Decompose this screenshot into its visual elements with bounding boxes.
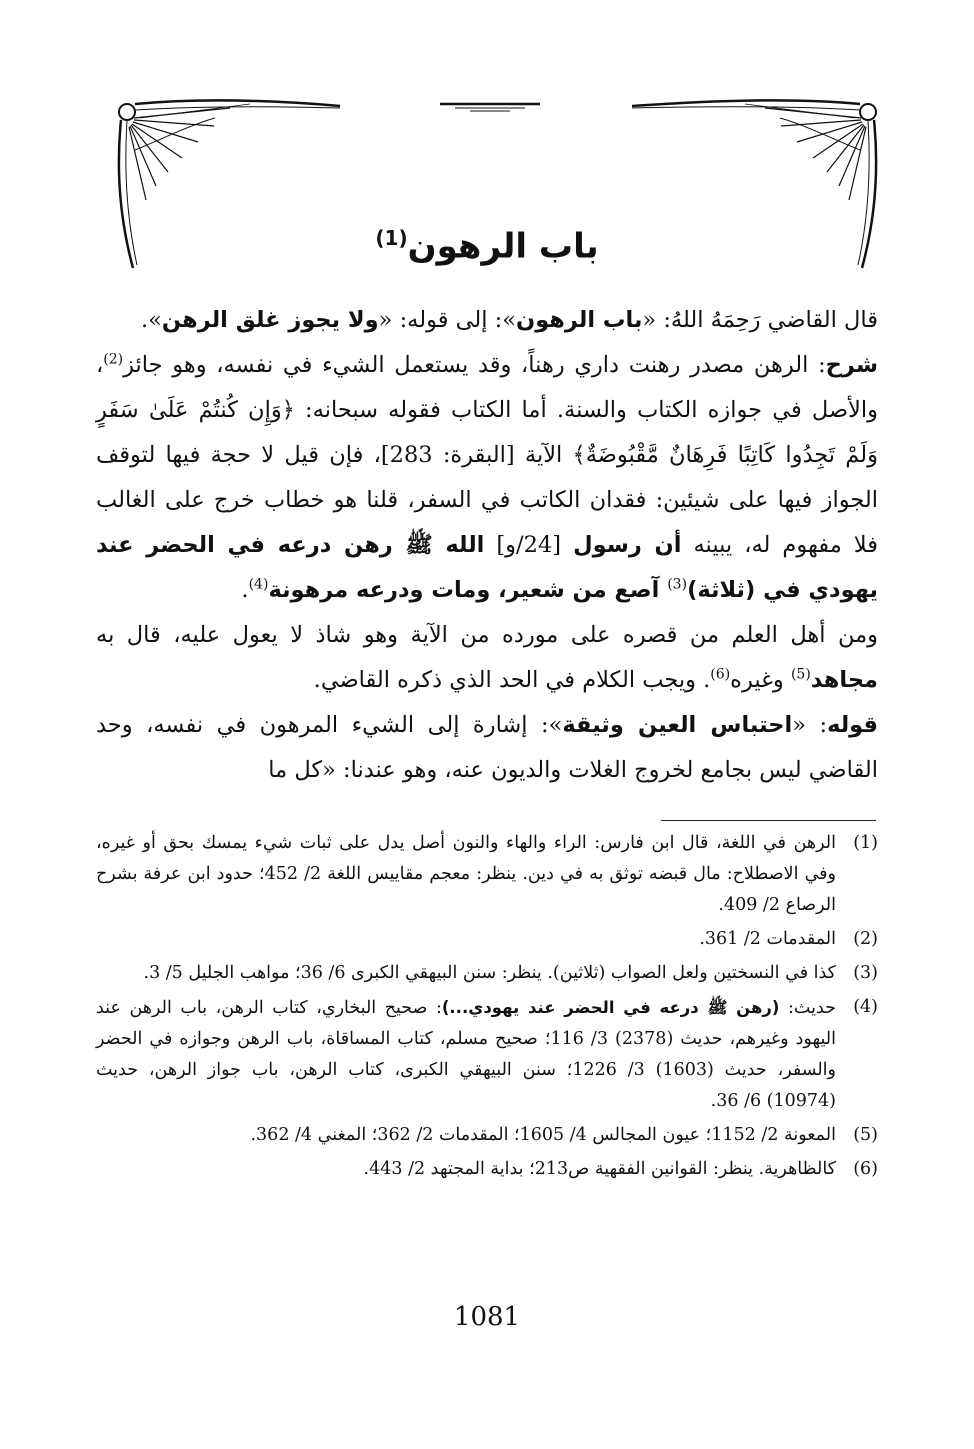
footnote-item: (6) كالظاهرية. ينظر: القوانين الفقهية ص213؛ بداية المجتهد 2/ 443. <box>363 1159 878 1179</box>
footnote-item: (5) المعونة 2/ 1152؛ عيون المجالس 4/ 1605؛ المقدمات 2/ 362؛ المغني 4/ 362. <box>250 1125 878 1145</box>
paragraph-3: ومن أهل العلم من قصره على مورده من الآية وهو شاذ لا يعول عليه، قال به مجاهد$^{(5)}$ وغيره$^{(6)}$. ويجب الكلام في الحد الذي ذكره القاضي. <box>96 622 878 693</box>
footnote-ref: (3) <box>667 576 688 593</box>
title-footnote-ref: (1) <box>375 226 408 250</box>
footnote-ref: (5) <box>790 666 811 683</box>
paragraph-2: شرح: الرهن مصدر رهنت داري رهناً، وقد يستعمل الشيء في نفسه، وهو جائز$^{(2)}$، والأصل في جوازه الكتاب والسنة. أما الكتاب فقوله سبحانه: ﴿وَإِن كُنتُمْ عَلَىٰ سَفَرٍ وَلَمْ تَجِدُوا كَاتِبًا فَرِهَانٌ مَّقْبُوضَةٌ﴾ الآية [البقرة: 283]، فإن قيل لا حجة فيها لتوقف الجواز فيها على شيئين: فقدان الكاتب في السفر، قلنا هو خطاب خرج على الغالب فلا مفهوم له، يبينه أن رسول [24/و] الله ﷺ رهن درعه في الحضر عند يهودي في (ثلاثة)$^{(3)}$ آصع من شعير، ومات ودرعه مرهونة$^{(4)}$. <box>96 351 879 603</box>
page-number: 1081 <box>453 1302 521 1332</box>
footnote-item: (3) كذا في النسختين ولعل الصواب (ثلاثين). ينظر: سنن البيهقي الكبرى 6/ 36؛ مواهب الجليل 5/ 3. <box>143 963 878 983</box>
paragraph-1: قال القاضي رَحِمَهُ اللهُ: «باب الرهون»: إلى قوله: «ولا يجوز غلق الرهن». <box>140 307 878 333</box>
quran-verse: وَإِن كُنتُمْ عَلَىٰ سَفَرٍ وَلَمْ تَجِدُوا كَاتِبًا فَرِهَانٌ مَّقْبُوضَةٌ <box>96 397 879 468</box>
footnote-ref: (4) <box>248 576 269 593</box>
footnote-ref: (2) <box>103 351 124 368</box>
paragraph-4: قوله: «احتباس العين وثيقة»: إشارة إلى الشيء المرهون في نفسه، وحد القاضي ليس بجامع لخروج الغلات والديون عنه، وهو عندنا: «كل ما <box>96 712 878 783</box>
sharh-label: شرح <box>825 352 878 378</box>
footnote-ref: (6) <box>710 666 731 683</box>
footnotes <box>96 828 878 1188</box>
main-text <box>96 298 878 793</box>
footnote-separator <box>661 820 876 821</box>
footnote-item: (2) المقدمات 2/ 361. <box>699 929 878 949</box>
footnote-item: (4) حديث: (رهن ﷺ درعه في الحضر عند يهودي...): صحيح البخاري، كتاب الرهن، باب الرهن عند اليهود وغيرهم، حديث (2378) 3/ 116؛ صحيح مسلم، كتاب المساقاة، باب الرهن وجوازه في الحضر والسفر، حديث (1603) 3/ 1226؛ سنن البيهقي الكبرى، كتاب الرهن، باب جواز الرهن، حديث (10974) 6/ 36. <box>96 997 878 1111</box>
center-ornament <box>440 104 540 111</box>
footnote-item: (1) الرهن في اللغة، قال ابن فارس: الراء والهاء والنون أصل يدل على ثبات شيء يمسك بحق أو غيره، وفي الاصطلاح: مال قبضه توثق به في دين. ينظر: معجم مقاييس اللغة 2/ 452؛ حدود ابن عرفة بشرح الرصاع 2/ 409. <box>96 833 878 915</box>
chapter-title: باب الرهون$^{(1)}$ <box>375 226 599 267</box>
honorific: رَحِمَهُ اللهُ <box>670 307 761 333</box>
